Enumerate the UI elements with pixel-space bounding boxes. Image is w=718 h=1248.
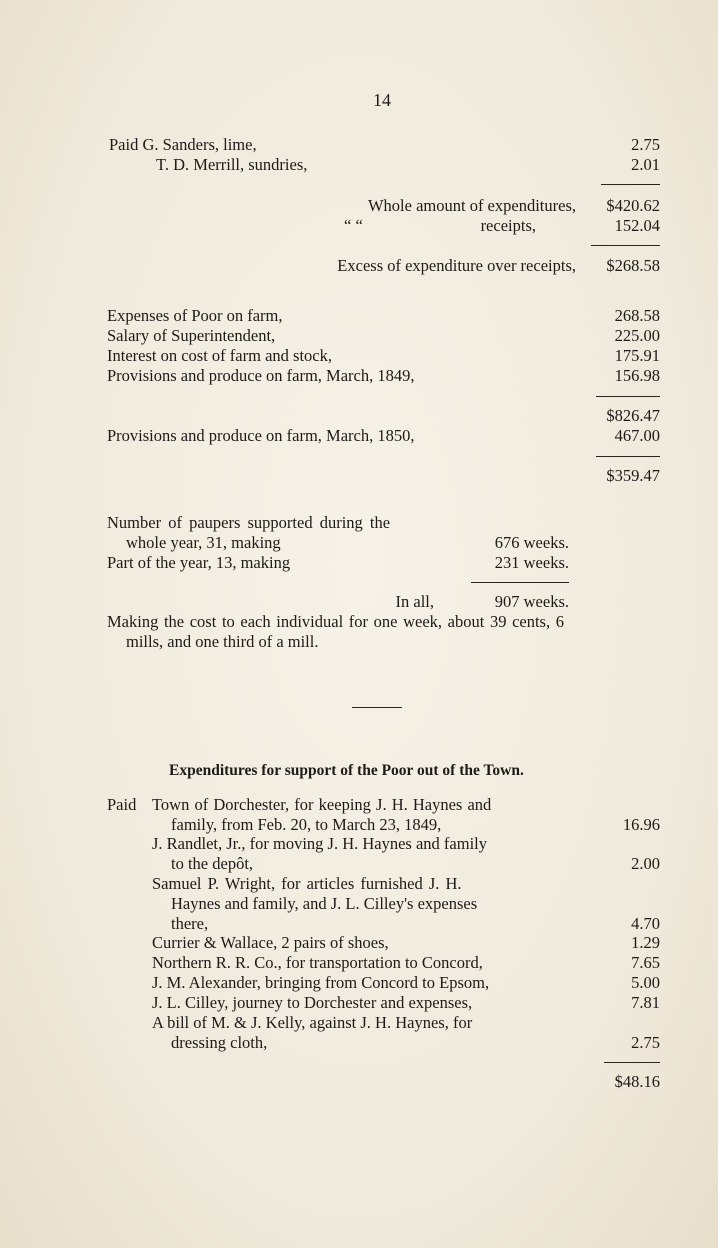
entry-alexander-amount: 5.00 (631, 973, 660, 992)
paupers-line-2: whole year, 31, making (126, 533, 281, 552)
paupers-line-3-weeks: 231 weeks. (494, 553, 569, 572)
paupers-in-all-weeks: 907 weeks. (494, 592, 569, 611)
amount-sanders: 2.75 (631, 135, 660, 154)
paupers-line-1: Number of paupers supported during the (107, 513, 391, 532)
entry-wright-line-2: Haynes and family, and J. L. Cilley's expenses (171, 894, 478, 913)
cost-line-2: mills, and one third of a mill. (126, 632, 319, 651)
paupers-line-3: Part of the year, 13, making (107, 553, 291, 572)
line-merrill: T. D. Merrill, sundries, (156, 155, 308, 174)
entry-randlet-amount: 2.00 (631, 854, 660, 873)
page-number: 14 (373, 90, 391, 110)
summary-row-label: Provisions and produce on farm, March, 1849, (107, 366, 415, 385)
amount-whole-expenditures: $420.62 (606, 196, 660, 215)
sum-rule-3 (596, 396, 660, 397)
entry-wright-line-3: there, (171, 914, 209, 933)
entry-dorchester-amount: 16.96 (622, 815, 660, 834)
summary-row-label: Expenses of Poor on farm, (107, 306, 283, 325)
entry-wright-line-1: Samuel P. Wright, for articles furnished J. H. (152, 874, 462, 893)
entry-alexander: J. M. Alexander, bringing from Concord to Epsom, (152, 973, 490, 992)
sum-rule-2 (591, 245, 660, 246)
line-whole-expenditures: Whole amount of expenditures, (367, 196, 576, 215)
summary-subtotal: $826.47 (606, 406, 660, 425)
entry-dorchester-line-2: family, from Feb. 20, to March 23, 1849, (171, 815, 442, 834)
entry-kelly-line-1: A bill of M. & J. Kelly, against J. H. Haynes, for (152, 1013, 473, 1032)
line-excess: Excess of expenditure over receipts, (337, 256, 576, 275)
entry-randlet-line-2: to the depôt, (171, 854, 254, 873)
entry-randlet-line-1: J. Randlet, Jr., for moving J. H. Haynes and family (152, 834, 487, 853)
ditto-marks: “ “ (344, 216, 363, 235)
cost-line-1: Making the cost to each individual for one week, about 39 cents, 6 (107, 612, 564, 631)
amount-receipts: 152.04 (614, 216, 660, 235)
entry-cilley: J. L. Cilley, journey to Dorchester and expenses, (152, 993, 473, 1012)
summary-less-label: Provisions and produce on farm, March, 1850, (107, 426, 415, 445)
entry-currier-amount: 1.29 (631, 933, 660, 952)
sum-rule-1 (601, 184, 660, 185)
paupers-in-all: In all, (395, 592, 434, 611)
amount-excess: $268.58 (606, 256, 660, 275)
entry-cilley-amount: 7.81 (631, 993, 660, 1012)
amount-merrill: 2.01 (631, 155, 660, 174)
sum-rule-5 (471, 582, 569, 583)
summary-row-amount: 175.91 (614, 346, 660, 365)
line-receipts: receipts, (480, 216, 536, 235)
paupers-line-2-weeks: 676 weeks. (494, 533, 569, 552)
summary-row-amount: 225.00 (614, 326, 660, 345)
summary-row-label: Salary of Superintendent, (107, 326, 276, 345)
entry-wright-amount: 4.70 (631, 914, 660, 933)
sum-rule-6 (604, 1062, 660, 1063)
section-heading: Expenditures for support of the Poor out of the Town. (169, 762, 524, 779)
summary-row-amount: 268.58 (614, 306, 660, 325)
summary-net: $359.47 (606, 466, 660, 485)
sum-rule-4 (596, 456, 660, 457)
entry-northern-rr-amount: 7.65 (631, 953, 660, 972)
section-divider (352, 707, 402, 708)
summary-less-amount: 467.00 (614, 426, 660, 445)
out-of-town-total: $48.16 (614, 1072, 660, 1091)
entry-northern-rr: Northern R. R. Co., for transportation to Concord, (152, 953, 483, 972)
entry-dorchester-line-1: Town of Dorchester, for keeping J. H. Haynes and (152, 795, 492, 814)
summary-row-amount: 156.98 (614, 366, 660, 385)
summary-row-label: Interest on cost of farm and stock, (107, 346, 332, 365)
entry-kelly-line-2: dressing cloth, (171, 1033, 268, 1052)
line-paid-sanders: Paid G. Sanders, lime, (109, 135, 257, 154)
paid-label: Paid (107, 795, 137, 814)
entry-currier: Currier & Wallace, 2 pairs of shoes, (152, 933, 389, 952)
entry-kelly-amount: 2.75 (631, 1033, 660, 1052)
